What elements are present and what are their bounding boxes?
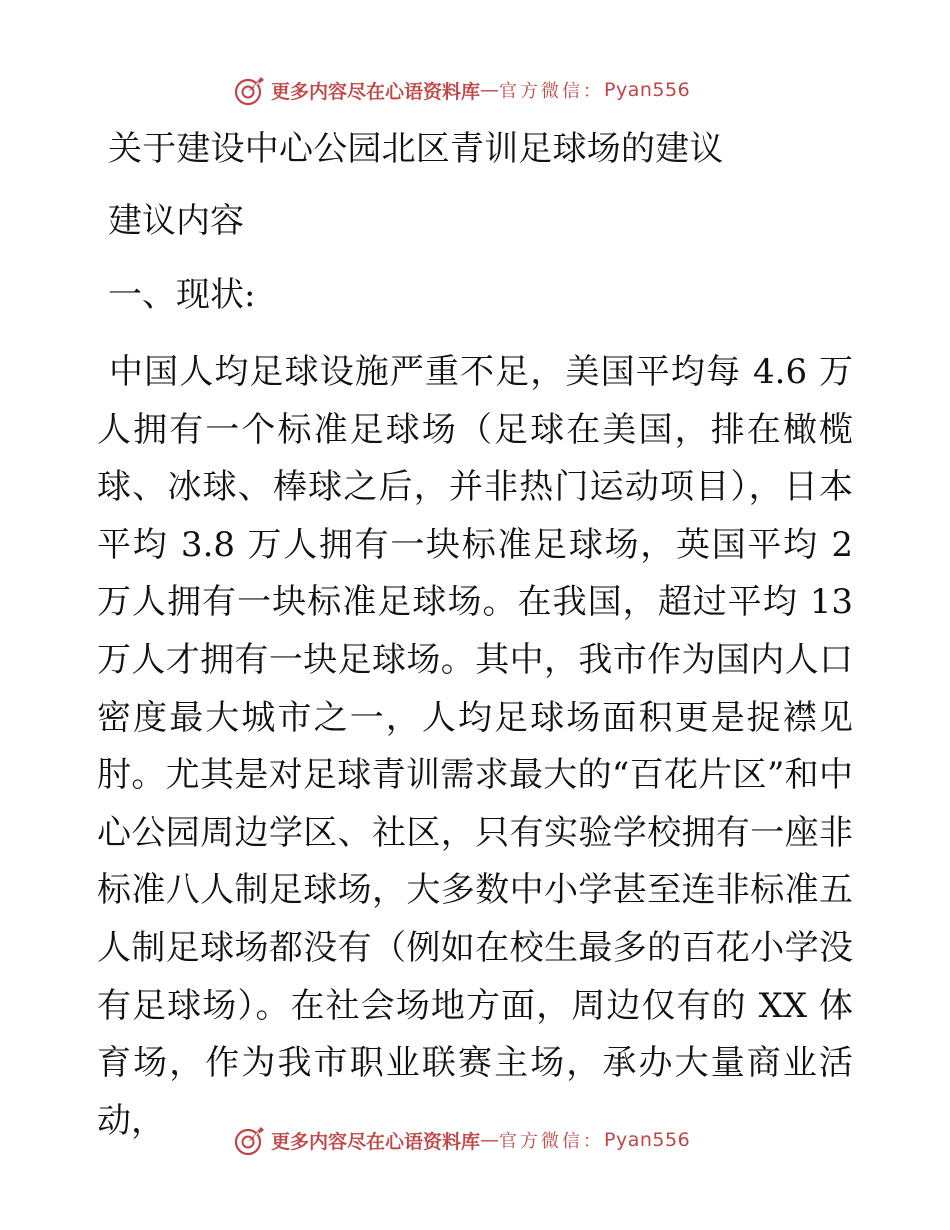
body-paragraph: 中国人均足球设施严重不足，美国平均每 4.6 万人拥有一个标准足球场（足球在美国，排在橄榄球、冰球、棒球之后，并非热门运动项目），日本平均 3.8 万人拥有一块标准足球场，英国平均 2 万人拥有一块标准足球场。在我国，超过平均 13 万人才拥有一块足球场。其中，我市作为国内人口密度最大城市之一，人均足球场面积更是捉襟见肘。尤其是对足球青训需求最大的“百花片区”和中心公园周边学区、社区，只有实验学校拥有一座非标准八人制足球场，大多数中小学甚至连非标准五人制足球场都没有（例如在校生最多的百花小学没有足球场）。在社会场地方面，周边仅有的 XX 体育场，作为我市职业联赛主场，承办大量商业活动， [97, 352, 853, 1141]
watermark-footer [233, 1122, 690, 1158]
pen-nib-logo-icon [233, 1123, 267, 1157]
section-heading: 建议内容 [108, 201, 244, 241]
watermark-dash: — [480, 79, 500, 101]
watermark-official-label: 官方微信： [499, 81, 605, 102]
watermark-wechat-id: Pyan556 [604, 79, 691, 101]
watermark-dash: — [480, 1129, 500, 1151]
watermark-text: 更多内容尽在心语资料库 [271, 1130, 481, 1153]
watermark-official-label: 官方微信： [499, 1131, 605, 1152]
document-title: 关于建设中心公园北区青训足球场的建议 [108, 129, 724, 169]
watermark-text: 更多内容尽在心语资料库 [271, 80, 481, 103]
subheading-status: 一、现状: [108, 275, 256, 315]
pen-nib-logo-icon [233, 73, 267, 107]
watermark-wechat-id: Pyan556 [604, 1129, 691, 1151]
watermark-header [233, 72, 690, 108]
